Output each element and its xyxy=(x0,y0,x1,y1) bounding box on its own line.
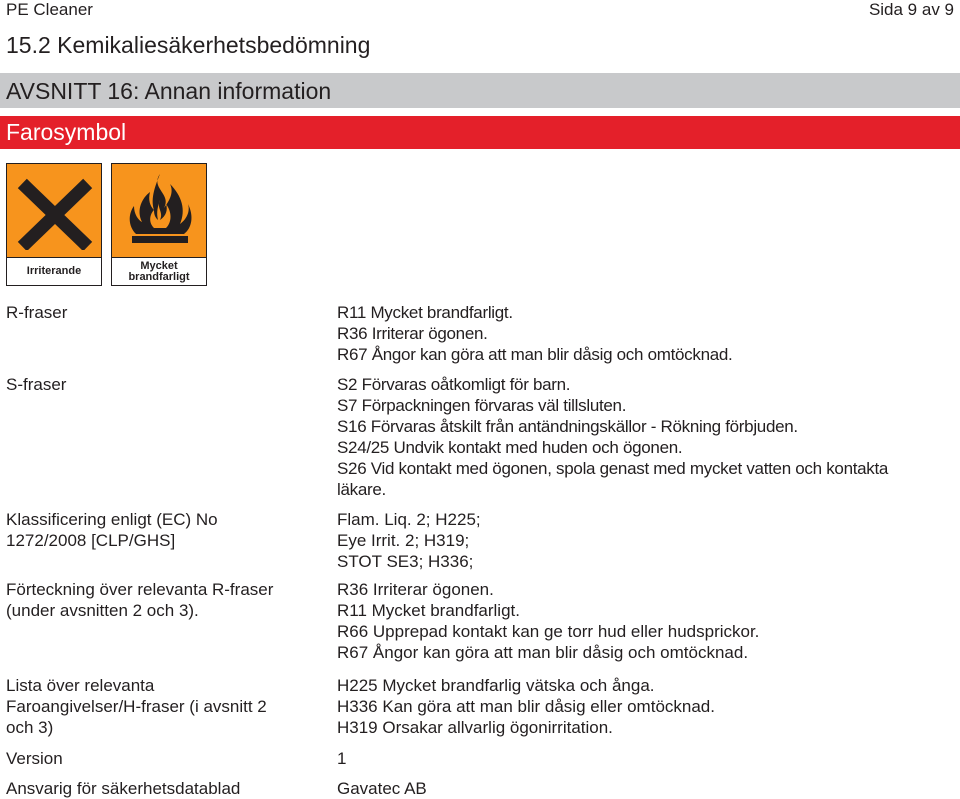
header-page-number: Sida 9 av 9 xyxy=(868,0,954,19)
irritant-symbol xyxy=(6,163,102,286)
list-item: S16 Förvaras åtskilt från antändningskällor - Rökning förbjuden. xyxy=(337,417,798,436)
irritant-x-icon xyxy=(15,170,95,250)
irritant-symbol-label: Irriterande xyxy=(7,257,101,285)
section16-title: AVSNITT 16: Annan information xyxy=(6,78,332,104)
list-item: R67 Ångor kan göra att man blir dåsig och omtöcknad. xyxy=(337,643,749,662)
classification-label: Klassificering enligt (EC) No 1272/2008 [CLP/GHS] xyxy=(6,510,218,550)
list-item: R36 Irriterar ögonen. xyxy=(337,324,488,343)
list-item: R11 Mycket brandfarligt. xyxy=(337,303,513,322)
list-item: R67 Ångor kan göra att man blir dåsig och omtöcknad. xyxy=(337,345,733,364)
flammable-symbol xyxy=(111,163,207,286)
s-phrases-label: S-fraser xyxy=(6,375,67,394)
hazard-symbol-banner xyxy=(0,116,960,149)
list-item: R36 Irriterar ögonen. xyxy=(337,580,494,599)
section-title: 15.2 Kemikaliesäkerhetsbedömning xyxy=(6,32,371,58)
s-phrases-values xyxy=(337,374,937,500)
hazard-symbol-title: Farosymbol xyxy=(6,119,127,145)
r-phrases-values xyxy=(337,302,937,365)
list-item: S2 Förvaras oåtkomligt för barn. xyxy=(337,375,571,394)
list-item: Flam. Liq. 2; H225; xyxy=(337,510,481,529)
version-value: 1 xyxy=(337,749,347,768)
relevant-h-phrases-label: Lista över relevanta Faroangivelser/H-fraser (i avsnitt 2 och 3) xyxy=(6,676,267,737)
list-item: S7 Förpackningen förvaras väl tillsluten. xyxy=(337,396,627,415)
list-item: H319 Orsakar allvarlig ögonirritation. xyxy=(337,718,613,737)
classification-values xyxy=(337,509,937,572)
relevant-r-phrases-label: Förteckning över relevanta R-fraser (under avsnitten 2 och 3). xyxy=(6,580,274,620)
relevant-r-phrases-values xyxy=(337,579,937,663)
flame-icon xyxy=(120,170,200,256)
list-item: Eye Irrit. 2; H319; xyxy=(337,531,470,550)
list-item: S26 Vid kontakt med ögonen, spola genast med mycket vatten och kontakta xyxy=(337,459,889,478)
list-item: STOT SE3; H336; xyxy=(337,552,474,571)
list-item: H336 Kan göra att man blir dåsig eller omtöcknad. xyxy=(337,697,715,716)
list-item: R66 Upprepad kontakt kan ge torr hud eller hudsprickor. xyxy=(337,622,760,641)
version-label: Version xyxy=(6,749,63,768)
responsible-label: Ansvarig för säkerhetsdatablad xyxy=(6,779,241,798)
r-phrases-label: R-fraser xyxy=(6,303,68,322)
header-product-name: PE Cleaner xyxy=(6,0,93,19)
relevant-h-phrases-values xyxy=(337,675,937,738)
list-item: H225 Mycket brandfarlig vätska och ånga. xyxy=(337,676,655,695)
flammable-symbol-label: Mycket brandfarligt xyxy=(112,257,206,285)
list-item: R11 Mycket brandfarligt. xyxy=(337,601,520,620)
list-item: läkare. xyxy=(337,480,386,499)
list-item: S24/25 Undvik kontakt med huden och ögonen. xyxy=(337,438,683,457)
section16-banner xyxy=(0,73,960,108)
responsible-value: Gavatec AB xyxy=(337,779,427,798)
